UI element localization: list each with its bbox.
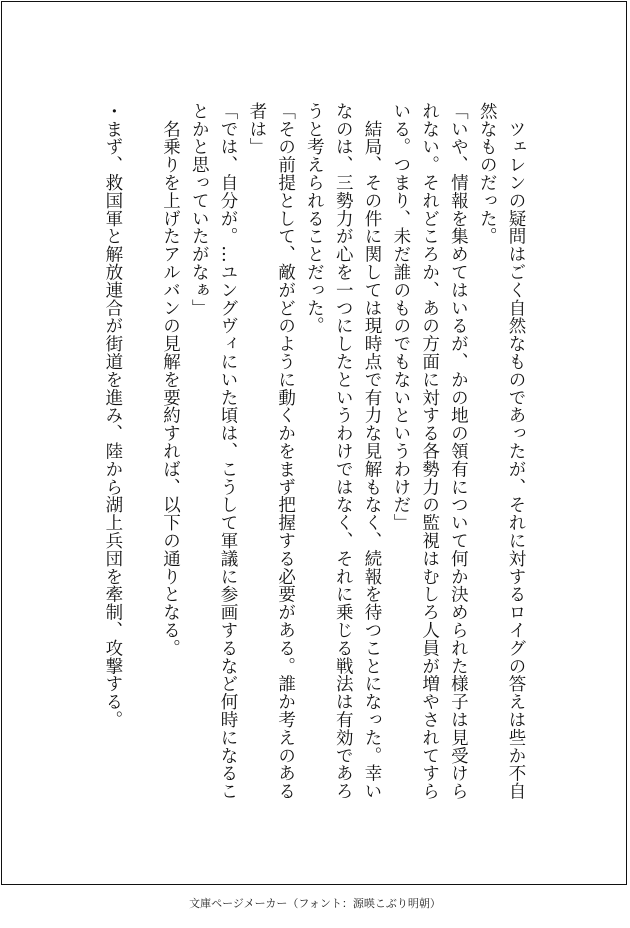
paragraph: ツェレンの疑問はごく自然なものであったが、それに対するロイグの答えは些か不自然なものだった。 xyxy=(477,102,526,801)
paragraph: 名乗りを上げたアルバンの見解を要約すれば、以下の通りとなる。 xyxy=(160,102,181,657)
paragraph: 「では、自分が。…ユングヴィにいた頃は、こうして軍議に参画するなど何時になることかと思っていたがなぁ」 xyxy=(189,102,239,801)
footer-caption: 文庫ページメーカー（フォント：源暎こぶり明朝） xyxy=(189,897,441,910)
paragraph: 結局、その件に関しては現時点で有力な見解もなく、続報を待つことになった。幸いなのは、三勢力が心を一つにしたというわけではなく、それに乗じる戦法は有効であろうと考えられることだった。 xyxy=(304,102,383,801)
body-text xyxy=(80,102,530,802)
paragraph: 「いや、情報を集めてはいるが、かの地の領有について何か決められた様子は見受けられない。それどころか、あの方面に対する各勢力の監視はむしろ人員が増やされてすらいる。つまり、未だ誰のものでもないというわけだ」 xyxy=(390,102,469,801)
paragraph: 「その前提として、敵がどのように動くかをまず把握する必要がある。誰か考えのある者は」 xyxy=(246,102,296,801)
blank-line xyxy=(127,102,156,802)
paragraph: ・まず、救国軍と解放連合が街道を進み、陸から湖上兵団を牽制、攻撃する。 xyxy=(102,102,123,729)
page-frame xyxy=(1,1,627,885)
